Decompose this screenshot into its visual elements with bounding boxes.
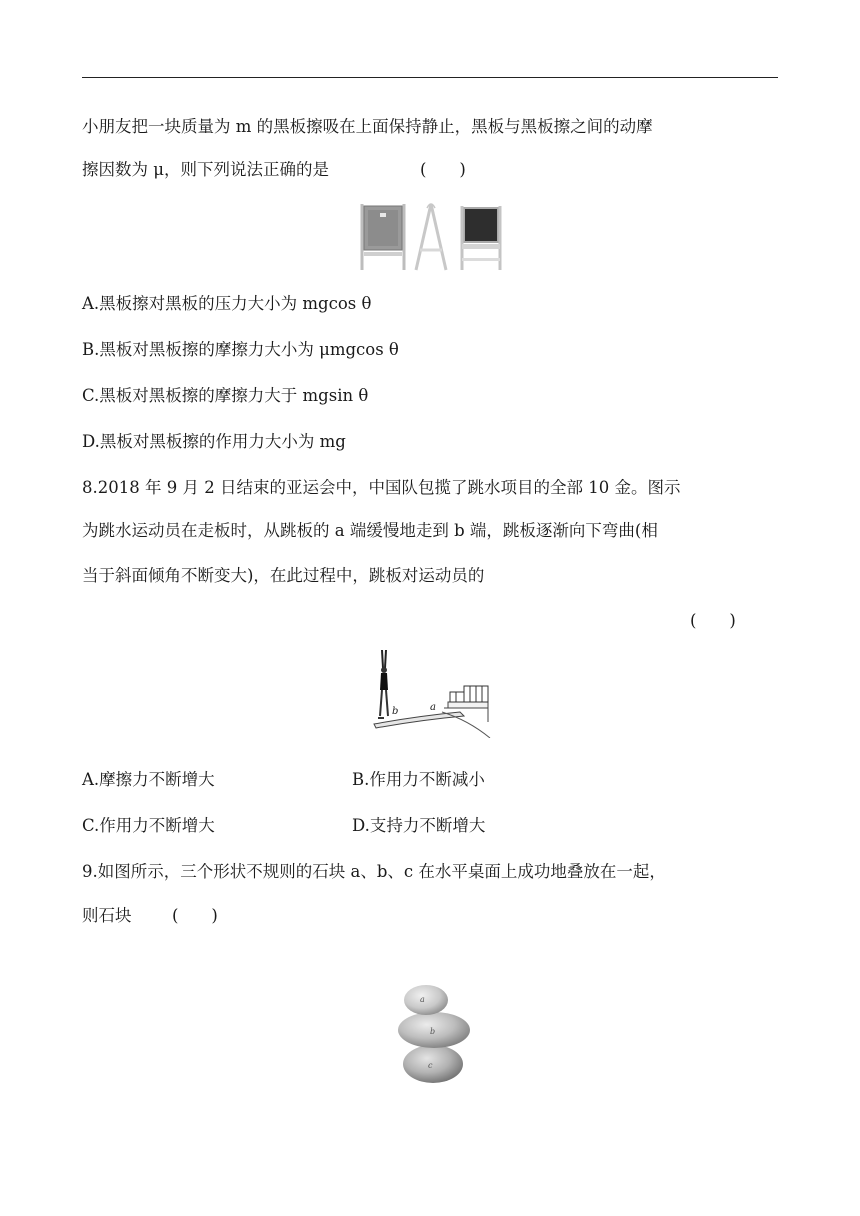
q8-label-a: a — [430, 702, 436, 713]
q7-option-a: A.黑板擦对黑板的压力大小为 mgcos θ — [82, 294, 372, 313]
q9-stem-line-1: 9.如图所示，三个形状不规则的石块 a、b、c 在水平桌面上成功地叠放在一起， — [82, 862, 666, 881]
diver-icon — [378, 650, 388, 718]
q9-stem-line-2: 则石块 — [82, 906, 132, 925]
q8-stem-line-1: 8.2018 年 9 月 2 日结束的亚运会中，中国队包揽了跳水项目的全部 10 金。图示 — [82, 478, 681, 497]
q7-figure-easels — [358, 200, 504, 274]
q8-label-b: b — [392, 706, 399, 717]
q7-stem-line-2: 擦因数为 μ，则下列说法正确的是 — [82, 160, 329, 179]
easel-3-icon — [462, 206, 500, 270]
stone-a-icon — [404, 985, 448, 1015]
easel-2-icon — [416, 204, 446, 270]
q8-option-d: D.支持力不断增大 — [352, 816, 486, 835]
q8-option-a: A.摩擦力不断增大 — [82, 770, 215, 789]
q9-answer-blank: ( ) — [172, 906, 218, 925]
q9-label-a: a — [420, 995, 425, 1004]
q7-option-d: D.黑板对黑板擦的作用力大小为 mg — [82, 432, 346, 451]
q8-option-b: B.作用力不断减小 — [352, 770, 485, 789]
q8-answer-blank: ( ) — [690, 611, 736, 630]
q8-option-c: C.作用力不断增大 — [82, 816, 215, 835]
header-rule — [82, 77, 778, 78]
stone-c-icon — [403, 1045, 463, 1083]
q8-figure-diving-board — [368, 646, 494, 738]
q8-stem-line-2: 为跳水运动员在走板时，从跳板的 a 端缓慢地走到 b 端，跳板逐渐向下弯曲(相 — [82, 521, 658, 540]
q7-answer-blank: ( ) — [420, 160, 466, 179]
q7-stem-line-1: 小朋友把一块质量为 m 的黑板擦吸在上面保持静止，黑板与黑板擦之间的动摩 — [82, 117, 653, 136]
q7-option-b: B.黑板对黑板擦的摩擦力大小为 μmgcos θ — [82, 340, 399, 359]
easel-1-icon — [362, 204, 404, 270]
q9-figure-stacked-stones — [390, 980, 476, 1086]
q9-label-b: b — [430, 1027, 436, 1036]
q9-label-c: c — [428, 1061, 433, 1070]
q8-stem-line-3: 当于斜面倾角不断变大)，在此过程中，跳板对运动员的 — [82, 566, 485, 585]
q7-option-c: C.黑板对黑板擦的摩擦力大于 mgsin θ — [82, 386, 369, 405]
